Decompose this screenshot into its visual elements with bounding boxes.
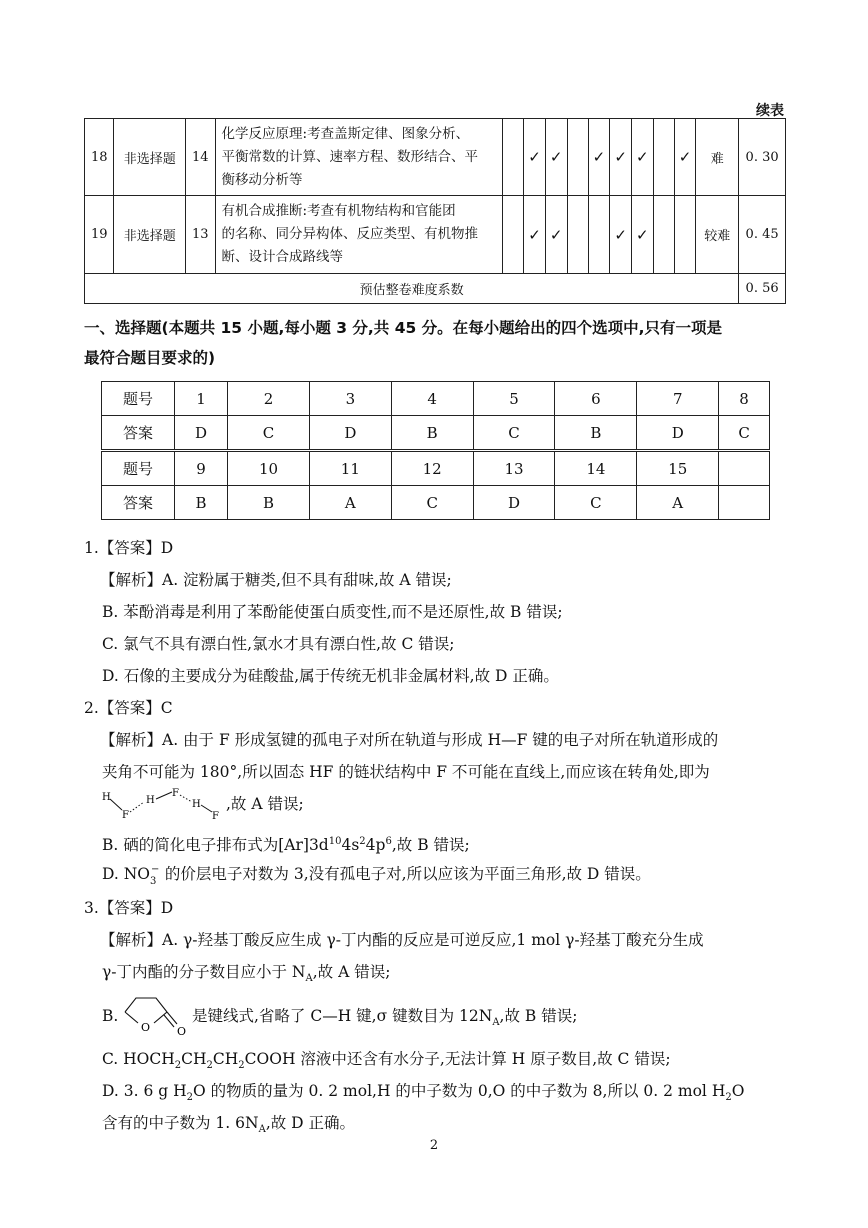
hf-hbond (130, 802, 144, 812)
cell (719, 486, 770, 520)
q-no: 18 (85, 119, 114, 196)
cell: 1 (175, 382, 228, 416)
q-no: 19 (85, 196, 114, 274)
cell: 12 (391, 451, 473, 486)
hf-atom: H (146, 795, 155, 806)
label-ans: 答案 (102, 486, 175, 520)
check-cell: ✓ (524, 196, 546, 274)
cell: B (228, 486, 310, 520)
cell: D (175, 416, 228, 451)
cell: C (391, 486, 473, 520)
q3-explain-c: C. $HOCH_2CH_2CH_2COOH$ 溶液中还含有水分子,无法计算 H 原子数目,故 C 错误; (102, 1050, 671, 1072)
cell: 8 (719, 382, 770, 416)
answer-table-ans-row (102, 416, 770, 451)
check-cell: ✓ (588, 119, 610, 196)
carbonyl-bond (164, 1015, 174, 1027)
lactone-atom: O (177, 1025, 187, 1038)
cell: B (175, 486, 228, 520)
analysis-total-row (85, 274, 786, 304)
check-cell (567, 196, 588, 274)
check-cell (653, 196, 674, 274)
analysis-row-19 (85, 196, 786, 274)
analysis-row-18 (85, 119, 786, 196)
cell: D (637, 416, 719, 451)
q2-explain-d: D. NO 3 − 的价层电子对数为 3,没有孤电子对,所以应该为平面三角形,故 D 错误。 (102, 864, 651, 887)
difficulty: 较难 (696, 196, 739, 274)
hf-chain-structure (100, 786, 230, 820)
answer-table (101, 381, 770, 520)
hf-bond (110, 799, 122, 810)
check-cell (653, 119, 674, 196)
q2-explain-a1: 【解析】A. 由于 F 形成氢键的孤电子对所在轨道与形成 H—F 键的电子对所在轨道形成的 (100, 731, 719, 749)
cell: A (309, 486, 391, 520)
cell: C (719, 416, 770, 451)
q2-explain-b: B. 硒的简化电子排布式为$[Ar]3d^{10}4s^24p^6$,故 B 错误; (102, 836, 470, 855)
cell: 2 (228, 382, 310, 416)
coefficient: 0. 30 (739, 119, 786, 196)
cell: 5 (473, 382, 555, 416)
section-title: 一、选择题(本题共 15 小题,每小题 3 分,共 45 分。在每小题给出的四个选项中,只有一项是 最符合题目要求的) (84, 319, 723, 367)
total-value: 0. 56 (739, 274, 786, 304)
cell: 4 (391, 382, 473, 416)
lactone-ring (125, 998, 167, 1012)
analysis-table (84, 118, 786, 304)
q1-explain-b: B. 苯酚消毒是利用了苯酚能使蛋白质变性,而不是还原性,故 B 错误; (102, 603, 563, 621)
q1-explain-a: 【解析】A. 淀粉属于糖类,但不具有甜味,故 A 错误; (100, 571, 452, 589)
check-cell (503, 196, 524, 274)
q-desc: 有机合成推断:考查有机物结构和官能团 的名称、同分异构体、反应类型、有机物推 断、设计合成路线等 (215, 196, 503, 274)
check-cell (588, 196, 610, 274)
q3-explain-d1: D. 3. 6 g $H_2O$ 的物质的量为 0. 2 mol,H 的中子数为 0,O 的中子数为 8,所以 0. 2 mol $H_2O$ (102, 1082, 745, 1104)
check-cell (567, 119, 588, 196)
q-score: 13 (186, 196, 215, 274)
q3-explain-a1: 【解析】A. γ-羟基丁酸反应生成 γ-丁内酯的反应是可逆反应,1 mol γ-羟基丁酸充分生成 (100, 931, 704, 949)
check-cell: ✓ (610, 196, 632, 274)
q3-explain-d2: 含有的中子数为 1. $6N_A$,故 D 正确。 (102, 1114, 356, 1136)
q-score: 14 (186, 119, 215, 196)
q-desc: 化学反应原理:考查盖斯定律、图象分析、 平衡常数的计算、速率方程、数形结合、平 衡移动分析等 (215, 119, 503, 196)
hf-atom: H (102, 792, 111, 803)
cell: 15 (637, 451, 719, 486)
hf-atom: F (212, 811, 219, 820)
cell: 10 (228, 451, 310, 486)
cell: D (473, 486, 555, 520)
check-cell: ✓ (631, 196, 653, 274)
check-cell: ✓ (631, 119, 653, 196)
cell: D (309, 416, 391, 451)
cell: C (555, 486, 637, 520)
q2-explain-a3: ,故 A 错误; (226, 795, 304, 813)
q-type: 非选择题 (114, 196, 186, 274)
hf-hbond (180, 795, 192, 802)
answer-table-ans-row (102, 486, 770, 520)
continued-label: 续表 (756, 103, 784, 119)
hf-bond (156, 792, 172, 799)
q2-answer: 2.【答案】C (84, 699, 173, 717)
answer-table-no-row (102, 451, 770, 486)
page-number: 2 (429, 1138, 439, 1153)
answer-table-no-row (102, 382, 770, 416)
label-no: 题号 (102, 382, 175, 416)
cell (719, 451, 770, 486)
difficulty: 难 (696, 119, 739, 196)
q3-explain-b: 是键线式,省略了 C—H 键,σ 键数目为 $12N_A$,故 B 错误; (192, 1007, 578, 1029)
cell: B (391, 416, 473, 451)
check-cell: ✓ (545, 119, 567, 196)
cell: A (637, 486, 719, 520)
cell: B (555, 416, 637, 451)
q1-answer: 1.【答案】D (84, 539, 174, 557)
q3-explain-a2: γ-丁内酯的分子数目应小于 $N_A$,故 A 错误; (102, 963, 391, 985)
carbonyl-bond (167, 1012, 177, 1024)
cell: 7 (637, 382, 719, 416)
hf-bond (201, 805, 212, 812)
q3-explain-b-label: B. (102, 1007, 119, 1025)
cell: 6 (555, 382, 637, 416)
lactone-ring (125, 1012, 138, 1023)
q1-explain-c: C. 氯气不具有漂白性,氯水才具有漂白性,故 C 错误; (102, 635, 455, 653)
cell: 11 (309, 451, 391, 486)
lactone-structure (116, 990, 192, 1040)
cell: C (473, 416, 555, 451)
q2-explain-a2: 夹角不可能为 180°,所以固态 HF 的链状结构中 F 不可能在直线上,而应该在转角处,即为 (102, 763, 710, 781)
hf-atom: H (192, 799, 201, 810)
cell: 3 (309, 382, 391, 416)
check-cell: ✓ (524, 119, 546, 196)
check-cell: ✓ (674, 119, 696, 196)
q-type: 非选择题 (114, 119, 186, 196)
cell: 14 (555, 451, 637, 486)
q1-explain-d: D. 石像的主要成分为硅酸盐,属于传统无机非金属材料,故 D 正确。 (102, 667, 559, 685)
q3-answer: 3.【答案】D (84, 899, 174, 917)
check-cell: ✓ (545, 196, 567, 274)
hf-atom: F (172, 788, 179, 799)
label-ans: 答案 (102, 416, 175, 451)
cell: C (228, 416, 310, 451)
lactone-ring (154, 1012, 167, 1023)
check-cell (503, 119, 524, 196)
check-cell (674, 196, 696, 274)
check-cell: ✓ (610, 119, 632, 196)
hf-atom: F (122, 810, 129, 820)
label-no: 题号 (102, 451, 175, 486)
coefficient: 0. 45 (739, 196, 786, 274)
total-label: 预估整卷难度系数 (85, 274, 739, 304)
cell: 9 (175, 451, 228, 486)
lactone-atom: O (141, 1021, 151, 1034)
cell: 13 (473, 451, 555, 486)
